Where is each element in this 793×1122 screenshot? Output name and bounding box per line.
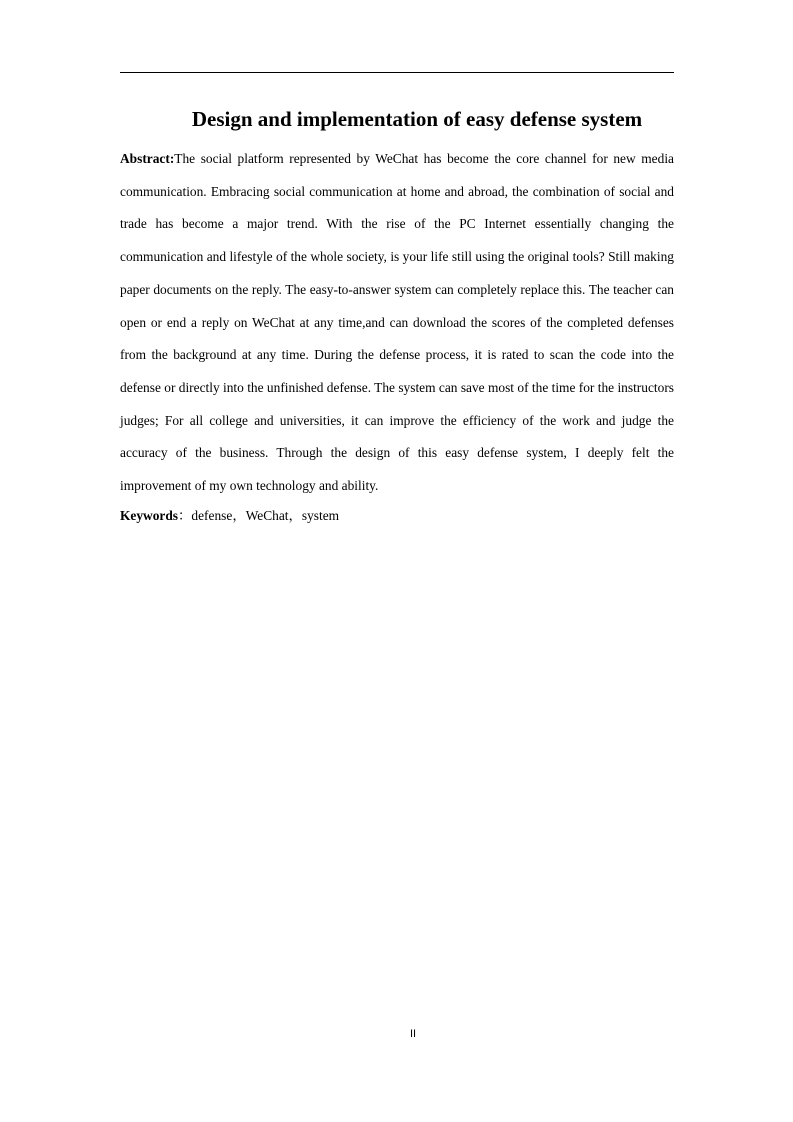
header-rule bbox=[120, 72, 674, 73]
keywords-label: Keywords bbox=[120, 508, 179, 523]
abstract-paragraph bbox=[120, 143, 674, 503]
abstract-label: Abstract: bbox=[120, 151, 175, 166]
keywords-separator: ： bbox=[178, 508, 192, 523]
keywords-line bbox=[120, 502, 674, 530]
page-number: II bbox=[409, 1028, 417, 1040]
document-title: Design and implementation of easy defense system bbox=[191, 107, 643, 131]
abstract-text: The social platform represented by WeChat has become the core channel for new media communication. Embracing social communication at home and abroad, the combination of social and trade has become a major trend. With the rise of the PC Internet essentially changing the communication and lifestyle of the whole society, is your life still using the original tools? Still making paper documents on the reply. The easy-to-answer system can completely replace this. The teacher can open or end a reply on WeChat at any time,and can download the scores of the completed defenses from the background at any time. During the defense process, it is rated to scan the code into the defense or directly into the unfinished defense. The system can save most of the time for the instructors judges; For all college and universities, it can improve the efficiency of the work and judge the accuracy of the business. Through the design of this easy defense system, I deeply felt the improvement of my own technology and ability. bbox=[120, 151, 674, 494]
keywords-text: defense，WeChat，system bbox=[191, 508, 340, 523]
